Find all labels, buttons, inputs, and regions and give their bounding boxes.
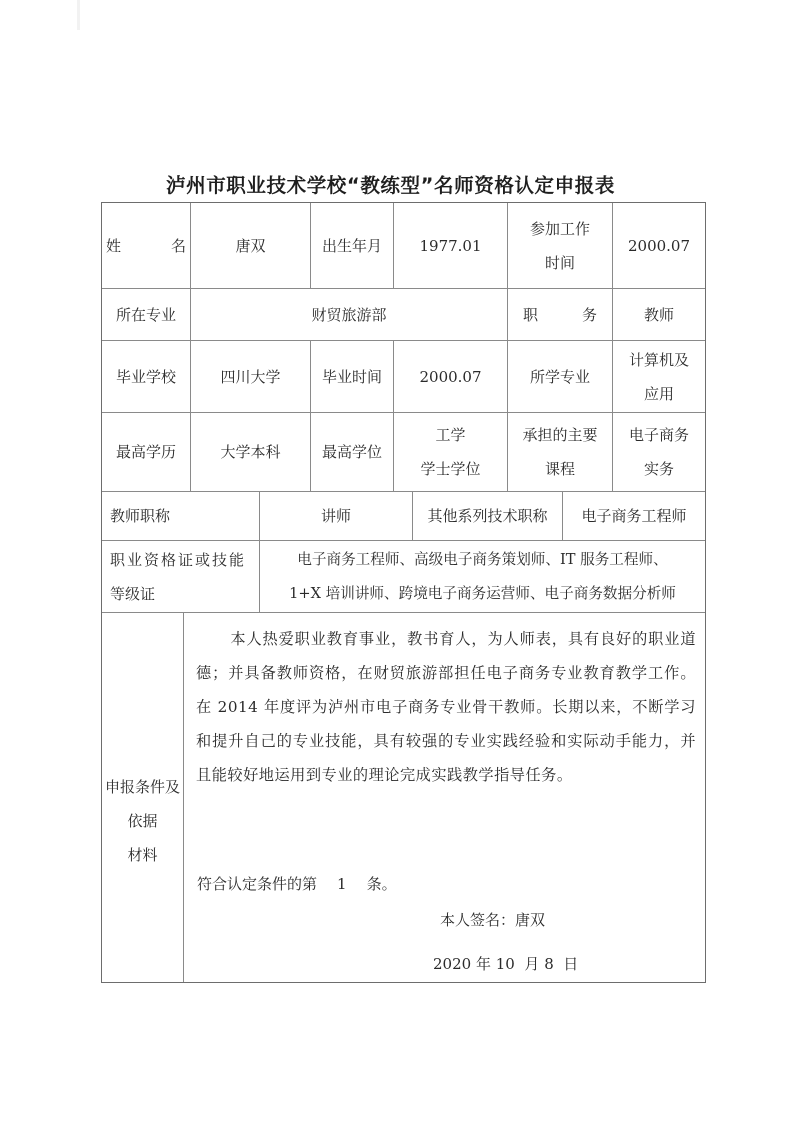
position-label-b: 务: [581, 305, 597, 324]
cert-label-cell: [101, 540, 260, 613]
title-value: 讲师: [320, 507, 351, 525]
title-label: 教师职称: [110, 507, 171, 525]
basis-paragraph: 本人热爱职业教育事业，教书育人，为人师表，具有良好的职业道德；并具备教师资格，在财贸旅游部担任电子商务专业教育教学工作。在 2014 年度评为泸州市电子商务专业骨干教师。长期以来，不断学习和提升自己的专业技能，具有较强的专业实践经验和实际动手能力，并且能较好地运用到专业的理论完成实践教学指导任务。: [196, 630, 696, 784]
work-start-value-cell[interactable]: [612, 202, 706, 289]
criteria-suffix: 条。: [366, 875, 397, 893]
name-label-a: 姓: [106, 236, 122, 255]
dept-value-cell[interactable]: [190, 288, 508, 341]
grad-time-value-cell[interactable]: [393, 340, 508, 413]
course-label-cell: [507, 412, 613, 492]
degree-label: 最高学位: [321, 443, 382, 461]
cert-label-line2: 等级证: [110, 584, 156, 603]
school-label-cell: [101, 340, 191, 413]
course-value-cell[interactable]: [612, 412, 706, 492]
dept-label: 所在专业: [115, 305, 176, 324]
scan-margin-mark: [77, 0, 80, 30]
date-day-unit: 日: [563, 955, 579, 973]
education-value-cell[interactable]: [190, 412, 311, 492]
name-value-cell[interactable]: [190, 202, 311, 289]
position-value: 教师: [643, 305, 674, 324]
form-title: 泸州市职业技术学校“教练型”名师资格认定申报表: [166, 174, 615, 197]
date-line: [433, 947, 578, 981]
date-day[interactable]: 8: [544, 955, 554, 973]
cert-value-line1: 电子商务工程师、高级电子商务策划师、IT 服务工程师、: [297, 550, 668, 568]
grad-time-label: 毕业时间: [321, 367, 382, 386]
education-label: 最高学历: [115, 443, 176, 461]
education-value: 大学本科: [220, 443, 281, 461]
dept-value: 财贸旅游部: [311, 305, 387, 324]
date-month[interactable]: 10: [495, 955, 515, 973]
basis-label-line2: 依据: [127, 811, 158, 830]
course-label-line1: 承担的主要: [522, 426, 598, 444]
school-value-cell[interactable]: [190, 340, 311, 413]
criteria-line: [197, 867, 397, 901]
date-year-unit: 年: [475, 955, 491, 973]
name-value: 唐双: [235, 236, 266, 255]
work-start-value: 2000.07: [627, 236, 691, 255]
signature-line: [440, 903, 545, 937]
degree-value-cell[interactable]: [393, 412, 508, 492]
course-value-line2: 实务: [643, 460, 674, 478]
title-value-cell[interactable]: [259, 491, 413, 541]
position-value-cell[interactable]: [612, 288, 706, 341]
basis-label-line3: 材料: [127, 845, 158, 864]
degree-value-line2: 学士学位: [420, 460, 481, 478]
birth-value-cell[interactable]: [393, 202, 508, 289]
basis-paragraph-block: [196, 622, 696, 792]
birth-value: 1977.01: [419, 236, 482, 255]
school-value: 四川大学: [220, 367, 281, 386]
basis-label-cell: [101, 612, 184, 983]
education-label-cell: [101, 412, 191, 492]
course-label-line2: 课程: [544, 460, 575, 478]
course-value-line1: 电子商务: [628, 426, 689, 444]
position-label-cell: [507, 288, 613, 341]
major-value-cell[interactable]: [612, 340, 706, 413]
name-label-cell: [101, 202, 191, 289]
name-label-b: 名: [170, 236, 186, 255]
other-title-value-cell[interactable]: [562, 491, 706, 541]
birth-label: 出生年月: [321, 236, 382, 255]
cert-value-cell[interactable]: [259, 540, 706, 613]
major-value-line2: 应用: [643, 384, 674, 403]
cert-value-line2: 1+X 培训讲师、跨境电子商务运营师、电子商务数据分析师: [289, 584, 676, 602]
cert-label-line1: 职业资格证或技能: [110, 550, 247, 569]
school-label: 毕业学校: [115, 367, 176, 386]
signature-value[interactable]: 唐双: [515, 911, 546, 929]
degree-label-cell: [310, 412, 394, 492]
dept-label-cell: [101, 288, 191, 341]
grad-time-value: 2000.07: [419, 367, 482, 386]
birth-label-cell: [310, 202, 394, 289]
grad-time-label-cell: [310, 340, 394, 413]
date-year[interactable]: 2020: [433, 955, 472, 973]
degree-value-line1: 工学: [435, 426, 466, 444]
work-start-label-cell: [507, 202, 613, 289]
other-title-label-cell: [412, 491, 563, 541]
other-title-label: 其他系列技术职称: [427, 507, 548, 525]
criteria-prefix: 符合认定条件的第: [197, 875, 318, 893]
major-label: 所学专业: [529, 367, 590, 386]
work-start-label-line2: 时间: [544, 253, 575, 272]
basis-label-line1: 申报条件及: [104, 777, 180, 796]
signature-label: 本人签名：: [440, 911, 516, 929]
position-label-a: 职: [523, 305, 539, 324]
other-title-value: 电子商务工程师: [581, 507, 687, 525]
major-value-line1: 计算机及: [628, 350, 689, 369]
title-label-cell: [101, 491, 260, 541]
work-start-label-line1: 参加工作: [529, 219, 590, 238]
criteria-number[interactable]: 1: [337, 875, 347, 893]
major-label-cell: [507, 340, 613, 413]
date-month-unit: 月: [524, 955, 540, 973]
